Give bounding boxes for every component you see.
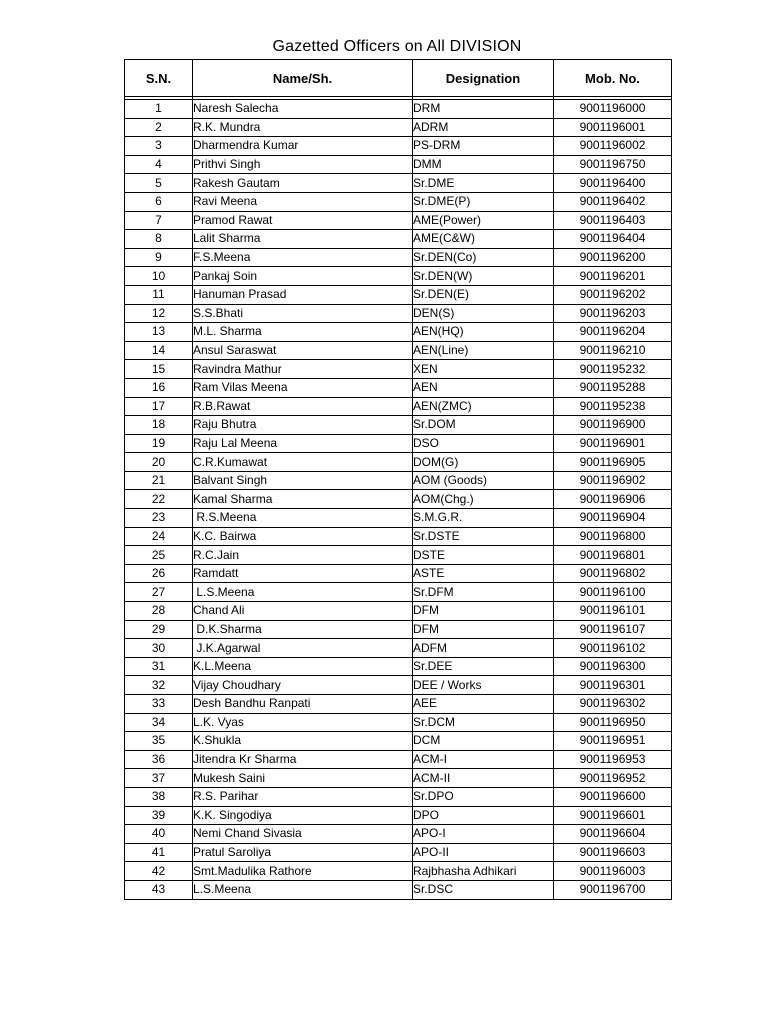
cell-designation: AME(C&W) [413,230,554,249]
cell-sn: 30 [125,639,193,658]
cell-mobile: 9001196400 [554,174,672,193]
cell-designation: Sr.DSC [413,880,554,899]
cell-name: Ravindra Mathur [193,360,413,379]
table-row [125,304,672,323]
cell-designation: XEN [413,360,554,379]
table-row [125,787,672,806]
cell-sn: 17 [125,397,193,416]
table-row [125,843,672,862]
table-row [125,155,672,174]
cell-sn: 11 [125,285,193,304]
table-row [125,769,672,788]
cell-mobile: 9001196950 [554,713,672,732]
table-row [125,211,672,230]
cell-sn: 29 [125,620,193,639]
cell-name: Dharmendra Kumar [193,137,413,156]
cell-name: Naresh Salecha [193,100,413,119]
cell-name: L.S.Meena [193,583,413,602]
cell-designation: Sr.DFM [413,583,554,602]
cell-mobile: 9001196001 [554,118,672,137]
table-row [125,248,672,267]
cell-name: Vijay Choudhary [193,676,413,695]
cell-name: F.S.Meena [193,248,413,267]
table-row [125,620,672,639]
cell-designation: AEN(HQ) [413,323,554,342]
cell-sn: 4 [125,155,193,174]
table-row [125,546,672,565]
cell-sn: 38 [125,787,193,806]
cell-mobile: 9001196204 [554,323,672,342]
table-row [125,490,672,509]
cell-sn: 36 [125,750,193,769]
cell-designation: Sr.DEN(W) [413,267,554,286]
table-row [125,416,672,435]
cell-mobile: 9001196901 [554,434,672,453]
cell-sn: 41 [125,843,193,862]
cell-designation: DSO [413,434,554,453]
cell-name: Ramdatt [193,564,413,583]
cell-sn: 18 [125,416,193,435]
cell-mobile: 9001196102 [554,639,672,658]
cell-designation: Sr.DME(P) [413,192,554,211]
cell-mobile: 9001196100 [554,583,672,602]
cell-sn: 40 [125,825,193,844]
cell-sn: 15 [125,360,193,379]
cell-mobile: 9001196902 [554,471,672,490]
column-header-sn: S.N. [125,60,193,97]
cell-name: Ram Vilas Meena [193,378,413,397]
page-title: Gazetted Officers on All DIVISION [272,38,522,55]
cell-sn: 10 [125,267,193,286]
cell-name: Mukesh Saini [193,769,413,788]
cell-name: C.R.Kumawat [193,453,413,472]
cell-sn: 27 [125,583,193,602]
cell-designation: AOM(Chg.) [413,490,554,509]
cell-mobile: 9001196600 [554,787,672,806]
cell-name: L.K. Vyas [193,713,413,732]
cell-sn: 21 [125,471,193,490]
cell-sn: 42 [125,862,193,881]
cell-name: Smt.Madulika Rathore [193,862,413,881]
cell-designation: Sr.DPO [413,787,554,806]
cell-name: S.S.Bhati [193,304,413,323]
cell-name: R.S.Meena [193,509,413,528]
cell-mobile: 9001196404 [554,230,672,249]
cell-name: Rakesh Gautam [193,174,413,193]
cell-mobile: 9001196904 [554,509,672,528]
cell-mobile: 9001196750 [554,155,672,174]
cell-name: Nemi Chand Sivasia [193,825,413,844]
cell-name: K.C. Bairwa [193,527,413,546]
cell-designation: DFM [413,620,554,639]
cell-designation: ASTE [413,564,554,583]
cell-mobile: 9001196905 [554,453,672,472]
cell-mobile: 9001196802 [554,564,672,583]
cell-mobile: 9001196301 [554,676,672,695]
table-row [125,360,672,379]
cell-name: Desh Bandhu Ranpati [193,695,413,714]
cell-name: K.K. Singodiya [193,806,413,825]
cell-sn: 31 [125,657,193,676]
cell-designation: Sr.DME [413,174,554,193]
table-row [125,657,672,676]
cell-mobile: 9001195238 [554,397,672,416]
cell-designation: AEN(ZMC) [413,397,554,416]
cell-name: Raju Bhutra [193,416,413,435]
table-header-row [125,60,672,97]
cell-designation: Sr.DOM [413,416,554,435]
table-row [125,509,672,528]
cell-name: Prithvi Singh [193,155,413,174]
table-row [125,676,672,695]
table-body [125,97,672,900]
cell-name: Pramod Rawat [193,211,413,230]
cell-mobile: 9001196604 [554,825,672,844]
cell-name: R.K. Mundra [193,118,413,137]
cell-designation: ADRM [413,118,554,137]
cell-sn: 37 [125,769,193,788]
cell-mobile: 9001196700 [554,880,672,899]
cell-mobile: 9001196300 [554,657,672,676]
cell-name: M.L. Sharma [193,323,413,342]
cell-mobile: 9001196402 [554,192,672,211]
cell-mobile: 9001196801 [554,546,672,565]
cell-designation: PS-DRM [413,137,554,156]
cell-name: Pratul Saroliya [193,843,413,862]
cell-name: Hanuman Prasad [193,285,413,304]
cell-designation: Sr.DEE [413,657,554,676]
cell-designation: DSTE [413,546,554,565]
table-row [125,639,672,658]
column-header-mobile: Mob. No. [554,60,672,97]
cell-sn: 8 [125,230,193,249]
cell-sn: 3 [125,137,193,156]
table-row [125,100,672,119]
cell-mobile: 9001196107 [554,620,672,639]
cell-sn: 24 [125,527,193,546]
table-row [125,750,672,769]
cell-designation: DPO [413,806,554,825]
cell-sn: 22 [125,490,193,509]
cell-name: Ravi Meena [193,192,413,211]
cell-designation: DOM(G) [413,453,554,472]
table-row [125,825,672,844]
table-row [125,397,672,416]
cell-designation: AEN [413,378,554,397]
cell-name: Pankaj Soin [193,267,413,286]
cell-designation: AME(Power) [413,211,554,230]
table-row [125,174,672,193]
cell-mobile: 9001196002 [554,137,672,156]
cell-name: J.K.Agarwal [193,639,413,658]
cell-designation: APO-II [413,843,554,862]
cell-designation: AOM (Goods) [413,471,554,490]
officers-table [124,59,672,900]
cell-sn: 9 [125,248,193,267]
cell-sn: 43 [125,880,193,899]
cell-designation: DMM [413,155,554,174]
table-row [125,713,672,732]
column-header-name: Name/Sh. [193,60,413,97]
table-row [125,732,672,751]
cell-sn: 19 [125,434,193,453]
cell-sn: 2 [125,118,193,137]
cell-designation: ADFM [413,639,554,658]
cell-name: Jitendra Kr Sharma [193,750,413,769]
cell-name: Kamal Sharma [193,490,413,509]
cell-name: D.K.Sharma [193,620,413,639]
table-row [125,564,672,583]
cell-sn: 25 [125,546,193,565]
table-row [125,583,672,602]
cell-designation: Rajbhasha Adhikari [413,862,554,881]
table-row [125,341,672,360]
cell-mobile: 9001196210 [554,341,672,360]
table-row [125,602,672,621]
cell-name: K.L.Meena [193,657,413,676]
cell-mobile: 9001196200 [554,248,672,267]
cell-sn: 23 [125,509,193,528]
cell-name: R.S. Parihar [193,787,413,806]
cell-mobile: 9001196003 [554,862,672,881]
cell-name: Ansul Saraswat [193,341,413,360]
cell-mobile: 9001196800 [554,527,672,546]
cell-sn: 35 [125,732,193,751]
table-row [125,192,672,211]
cell-sn: 39 [125,806,193,825]
cell-name: R.C.Jain [193,546,413,565]
cell-sn: 20 [125,453,193,472]
table-row [125,527,672,546]
cell-designation: AEE [413,695,554,714]
cell-mobile: 9001196601 [554,806,672,825]
cell-mobile: 9001196900 [554,416,672,435]
cell-mobile: 9001196906 [554,490,672,509]
cell-designation: ACM-II [413,769,554,788]
cell-mobile: 9001195232 [554,360,672,379]
cell-mobile: 9001196952 [554,769,672,788]
cell-mobile: 9001196953 [554,750,672,769]
table-row [125,806,672,825]
cell-mobile: 9001196403 [554,211,672,230]
cell-sn: 13 [125,323,193,342]
cell-name: Lalit Sharma [193,230,413,249]
cell-sn: 5 [125,174,193,193]
cell-sn: 28 [125,602,193,621]
table-row [125,323,672,342]
cell-designation: DEE / Works [413,676,554,695]
cell-sn: 34 [125,713,193,732]
table-row [125,471,672,490]
cell-sn: 16 [125,378,193,397]
cell-sn: 12 [125,304,193,323]
cell-mobile: 9001196302 [554,695,672,714]
cell-designation: S.M.G.R. [413,509,554,528]
cell-designation: Sr.DEN(E) [413,285,554,304]
cell-designation: Sr.DCM [413,713,554,732]
cell-sn: 32 [125,676,193,695]
cell-sn: 7 [125,211,193,230]
cell-name: Raju Lal Meena [193,434,413,453]
cell-designation: DCM [413,732,554,751]
cell-designation: Sr.DSTE [413,527,554,546]
cell-sn: 14 [125,341,193,360]
cell-mobile: 9001196202 [554,285,672,304]
cell-sn: 1 [125,100,193,119]
cell-designation: DRM [413,100,554,119]
column-header-designation: Designation [413,60,554,97]
table-row [125,862,672,881]
cell-name: K.Shukla [193,732,413,751]
cell-designation: APO-I [413,825,554,844]
table-row [125,230,672,249]
cell-name: Chand Ali [193,602,413,621]
cell-sn: 26 [125,564,193,583]
cell-designation: Sr.DEN(Co) [413,248,554,267]
table-row [125,267,672,286]
cell-name: Balvant Singh [193,471,413,490]
table-row [125,880,672,899]
table-row [125,378,672,397]
cell-mobile: 9001196603 [554,843,672,862]
table-row [125,453,672,472]
cell-mobile: 9001196203 [554,304,672,323]
table-row [125,137,672,156]
table-row [125,695,672,714]
cell-name: L.S.Meena [193,880,413,899]
cell-name: R.B.Rawat [193,397,413,416]
table-row [125,118,672,137]
cell-designation: DEN(S) [413,304,554,323]
cell-designation: DFM [413,602,554,621]
cell-designation: ACM-I [413,750,554,769]
cell-mobile: 9001195288 [554,378,672,397]
cell-mobile: 9001196951 [554,732,672,751]
table-row [125,434,672,453]
cell-mobile: 9001196201 [554,267,672,286]
table-row [125,285,672,304]
cell-mobile: 9001196101 [554,602,672,621]
cell-sn: 33 [125,695,193,714]
cell-sn: 6 [125,192,193,211]
cell-designation: AEN(Line) [413,341,554,360]
cell-mobile: 9001196000 [554,100,672,119]
